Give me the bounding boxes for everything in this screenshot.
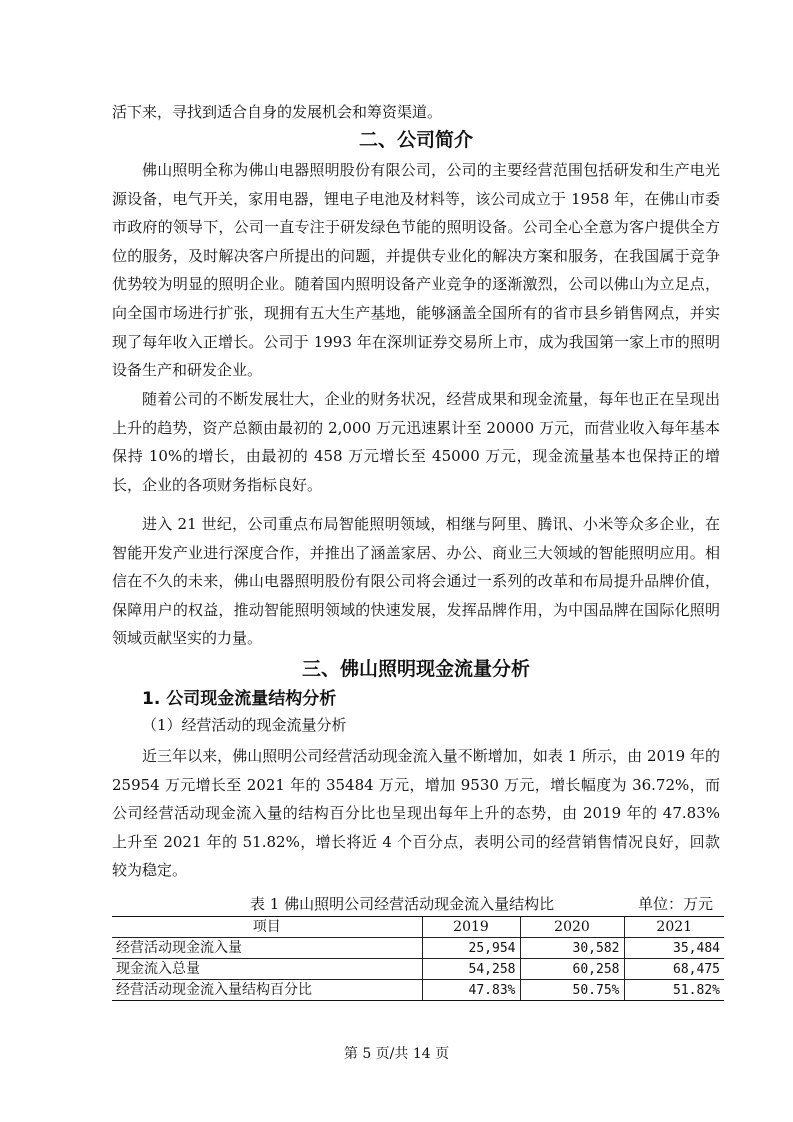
table-header-2019: 2019 xyxy=(422,917,520,938)
page-footer: 第 5 页/共 14 页 xyxy=(343,1046,450,1062)
table-cell-item: 经营活动现金流入量 xyxy=(112,938,422,959)
table-header-2021: 2021 xyxy=(624,917,724,938)
paragraph-operating-cash-inflow: 近三年以来，佛山照明公司经营活动现金流入量不断增加，如表 1 所示，由 2019 年的 25954 万元增长至 2021 年的 35484 万元，增加 9530 万元，增长幅度为 36.72%，而公司经营活动现金流入量的结构百分比也呈现出每年上升的态势，由 2019 年的 47.83% 上升至 2021 年的 51.82%，增长将近 4 个百分点，表明公司的经营销售情况良好，回款较为稳定。 xyxy=(112,747,720,880)
section-heading-company-profile: 二、公司简介 xyxy=(358,129,473,151)
table-cell-value: 60,258 xyxy=(520,959,624,980)
section-heading-cash-flow-analysis: 三、佛山照明现金流量分析 xyxy=(301,658,530,680)
cash-inflow-structure-table xyxy=(112,916,724,1001)
table-cell-value: 54,258 xyxy=(422,959,520,980)
table-row xyxy=(112,959,724,980)
table-row xyxy=(112,938,724,959)
table-header-row xyxy=(112,917,724,938)
paragraph-smart-lighting: 进入 21 世纪，公司重点布局智能照明领域，相继与阿里、腾讯、小米等众多企业，在智能开发产业进行深度合作，并推出了涵盖家居、办公、商业三大领域的智能照明应用。相信在不久的未来，佛山电器照明股份有限公司将会通过一系列的改革和布局提升品牌价值，保障用户的权益，推动智能照明领域的快速发展，发挥品牌作用，为中国品牌在国际化照明领域贡献坚实的力量。 xyxy=(112,515,720,648)
table-cell-item: 经营活动现金流入量结构百分比 xyxy=(112,980,422,1001)
table-cell-value: 35,484 xyxy=(624,938,724,959)
table-cell-value: 68,475 xyxy=(624,959,724,980)
table-cell-value: 25,954 xyxy=(422,938,520,959)
table-caption: 表 1 佛山照明公司经营活动现金流入量结构比 xyxy=(250,895,555,913)
table-cell-value: 50.75% xyxy=(520,980,624,1001)
continued-text: 活下来，寻找到适合自身的发展机会和筹资渠道。 xyxy=(112,103,443,121)
table-header-2020: 2020 xyxy=(520,917,624,938)
table-row xyxy=(112,980,724,1001)
paragraph-financial-growth: 随着公司的不断发展壮大，企业的财务状况，经营成果和现金流量，每年也正在呈现出上升的趋势，资产总额由最初的 2,000 万元迅速累计至 20000 万元，而营业收入每年基本保持 10%的增长，由最初的 458 万元增长至 45000 万元，现金流量基本也保持正的增长，企业的各项财务指标良好。 xyxy=(112,390,720,494)
subsection-heading-cash-flow-structure: 1. 公司现金流量结构分析 xyxy=(142,689,337,709)
table-cell-value: 51.82% xyxy=(624,980,724,1001)
table-unit: 单位：万元 xyxy=(638,895,714,913)
table-cell-value: 47.83% xyxy=(422,980,520,1001)
paragraph-company-overview: 佛山照明全称为佛山电器照明股份有限公司，公司的主要经营范围包括研发和生产电光源设备，电气开关，家用电器，锂电子电池及材料等，该公司成立于 1958 年，在佛山市委市政府的领导下，公司一直专注于研发绿色节能的照明设备。公司全心全意为客户提供全方位的服务，及时解决客户所提出的问题，并提供专业化的解决方案和服务，在我国属于竞争优势较为明显的照明企业。随着国内照明设备产业竞争的逐渐激烈，公司以佛山为立足点，向全国市场进行扩张，现拥有五大生产基地，能够涵盖全国所有的省市县乡销售网点，并实现了每年收入正增长。公司于 1993 年在深圳证券交易所上市，成为我国第一家上市的照明设备生产和研发企业。 xyxy=(112,161,720,380)
table-header-item: 项目 xyxy=(112,917,422,938)
subsubsection-heading-operating-cash-flow: （1）经营活动的现金流量分析 xyxy=(142,716,347,734)
table-cell-value: 30,582 xyxy=(520,938,624,959)
table-cell-item: 现金流入总量 xyxy=(112,959,422,980)
